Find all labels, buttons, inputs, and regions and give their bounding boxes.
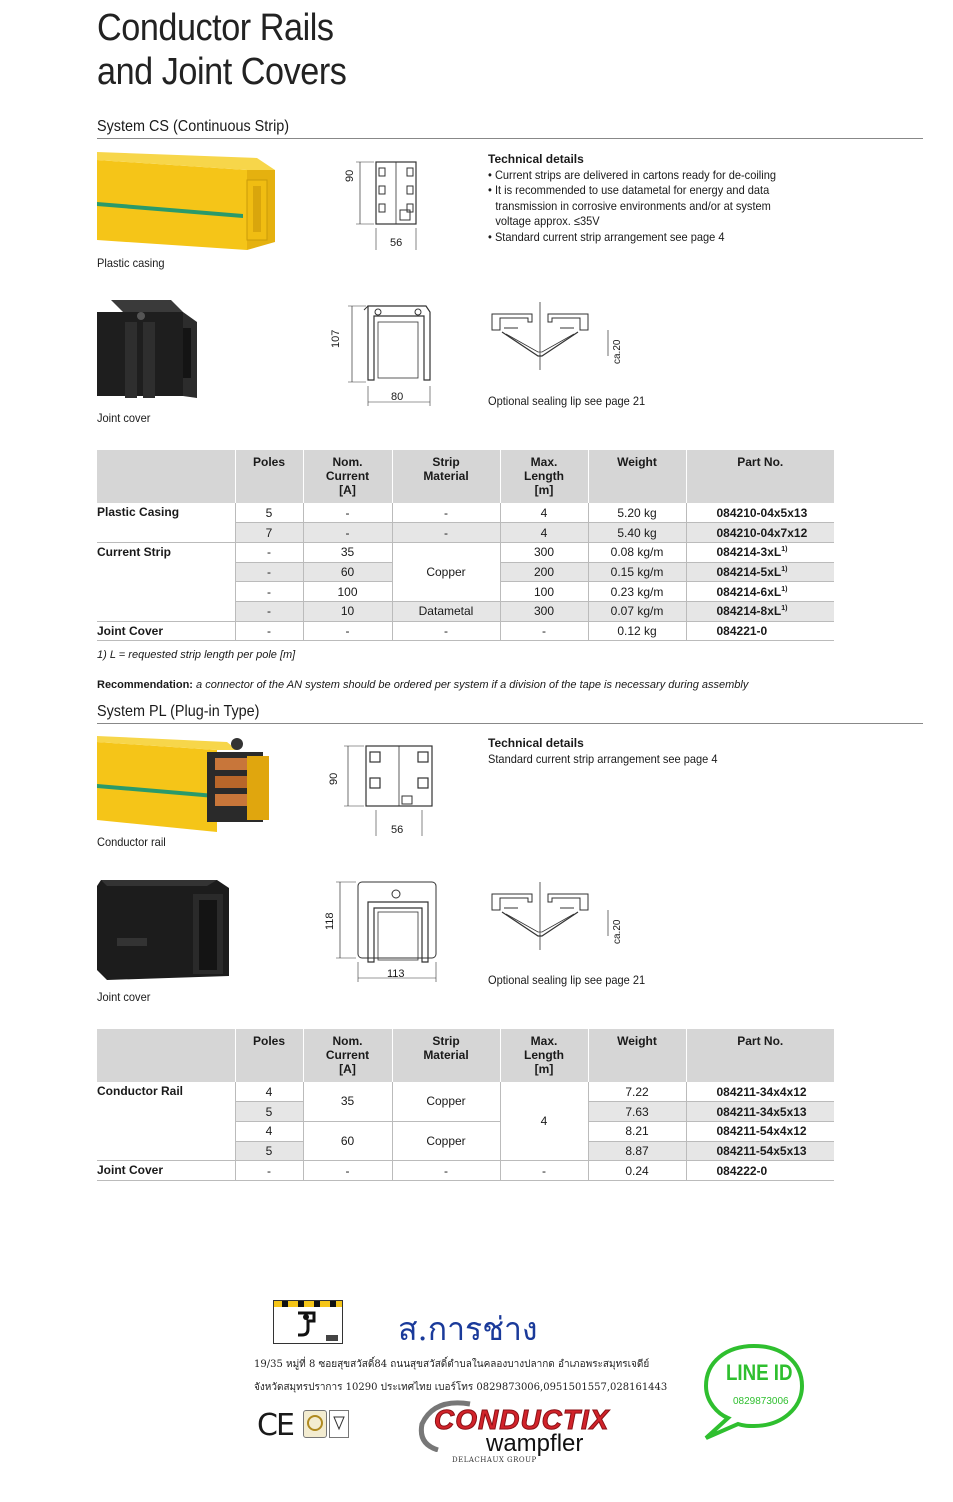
table-row: Joint Cover - - - - 0.24 084222-0: [97, 1161, 834, 1181]
header-weight: Weight: [588, 1029, 686, 1082]
row-label: Plastic Casing: [97, 503, 235, 542]
plastic-casing-photo: [97, 152, 275, 252]
pl-joint-drawing: [330, 878, 440, 984]
company-address-line-2: จังหวัดสมุทรปราการ 10290 ประเทศไทย เบอร์โทร 0829873006,0951501557,028161443: [254, 1382, 668, 1393]
plastic-casing-caption: Plastic casing: [97, 256, 165, 270]
pl-drawing2-width: 113: [387, 968, 405, 980]
row-label: Joint Cover: [97, 1161, 235, 1181]
quality-badge-icon: [329, 1410, 349, 1438]
table-row: 5 8.87 084211-54x5x13: [97, 1141, 834, 1161]
pl-tech-text: Standard current strip arrangement see page 4: [488, 751, 718, 766]
table-row: Current Strip - 35 Copper 300 0.08 kg/m $084214-3xL^{1)}$: [97, 542, 834, 562]
cs-lip-dimension: ca.20: [612, 339, 623, 364]
table-row: - 100 100 0.23 kg/m $084214-6xL^{1)}$: [97, 582, 834, 602]
table-row: - 10 Datametal 300 0.07 kg/m $084214-8xL^{1)}$: [97, 601, 834, 621]
conductor-rail-caption: Conductor rail: [97, 835, 166, 849]
table-row: Plastic Casing 5 - - 4 5.20 kg 084210-04x5x13: [97, 503, 834, 523]
row-label: Joint Cover: [97, 621, 235, 641]
header-strip-material: Strip Material: [392, 1029, 500, 1082]
line-id-title: LINE ID: [726, 1360, 793, 1385]
pl-drawing2-height: 118: [324, 912, 336, 930]
material-copper: Copper: [392, 542, 500, 601]
header-poles: Poles: [235, 450, 303, 503]
system-pl-heading: System PL (Plug-in Type): [97, 703, 923, 724]
page-title: [97, 6, 346, 94]
cs-joint-cover-caption: Joint cover: [97, 411, 151, 425]
cs-technical-details: [488, 152, 818, 245]
header-nom-current: Nom. Current [A]: [303, 450, 392, 503]
footnote: 1) L = requested strip length per pole [m]: [97, 649, 296, 661]
line-chat-bubble-icon: [698, 1342, 808, 1442]
cs-joint-drawing: [338, 298, 438, 408]
conductor-rail-photo: [97, 736, 272, 834]
header-max-length: Max. Length [m]: [500, 450, 588, 503]
table-header-row: [97, 450, 834, 503]
pl-technical-details: [488, 736, 818, 767]
pl-sealing-lip-drawing: [488, 880, 628, 952]
brand-wampfler: wampfler: [486, 1430, 584, 1457]
page-title-line-2: and Joint Covers: [97, 51, 347, 93]
company-name: ส.การช่าง: [398, 1310, 538, 1348]
header-weight: Weight: [588, 450, 686, 503]
pl-tech-heading: Technical details: [488, 736, 584, 750]
recommendation-label: Recommendation:: [97, 679, 193, 691]
page-title-line-1: Conductor Rails: [97, 7, 334, 49]
table-row: Joint Cover - - - - 0.12 kg 084221-0: [97, 621, 834, 641]
table-row: - 60 200 0.15 kg/m $084214-5xL^{1)}$: [97, 562, 834, 582]
recommendation: [97, 679, 748, 691]
pl-joint-cover-caption: Joint cover: [97, 990, 151, 1004]
pl-spec-table: [97, 1029, 834, 1181]
recommendation-text: a connector of the AN system should be ordered per system if a division of the tape is necessary during assembly: [192, 679, 749, 691]
pl-drawing1-height: 90: [328, 772, 340, 785]
table-header-row: [97, 1029, 834, 1082]
pl-drawing1-width: 56: [391, 824, 404, 836]
ce-mark: CE: [257, 1408, 293, 1443]
company-address-line-1: 19/35 หมู่ที่ 8 ซอยสุขสวัสดิ์84 ถนนสุขสวัสดิ์ตำบลในคลองบางปลากด อำเภอพระสมุทรเจดีย์: [254, 1359, 650, 1370]
cs-joint-cover-photo: [97, 298, 197, 406]
system-cs-heading: System CS (Continuous Strip): [97, 118, 923, 139]
header-part-no: Part No.: [686, 450, 834, 503]
header-strip-material: Strip Material: [392, 450, 500, 503]
pl-profile-drawing: [326, 740, 438, 840]
table-row: Conductor Rail 4 35 Copper 4 7.22 084211-34x4x12: [97, 1082, 834, 1102]
cs-spec-table: [97, 450, 834, 641]
pl-lip-dimension: ca.20: [612, 919, 623, 944]
cs-sealing-note: Optional sealing lip see page 21: [488, 394, 646, 408]
header-label: [97, 1029, 235, 1082]
header-label: [97, 450, 235, 503]
table-row: 7 - - 4 5.40 kg 084210-04x7x12: [97, 523, 834, 543]
header-max-length: Max. Length [m]: [500, 1029, 588, 1082]
header-nom-current: Nom. Current [A]: [303, 1029, 392, 1082]
pl-joint-cover-photo: [97, 880, 229, 984]
row-label: Conductor Rail: [97, 1082, 235, 1161]
material-datametal: Datametal: [392, 601, 500, 621]
cs-tech-item: • Current strips are delivered in cartons ready for de-coiling: [488, 168, 782, 184]
cs-drawing2-height: 107: [330, 329, 342, 348]
table-row: 5 7.63 084211-34x5x13: [97, 1102, 834, 1122]
certification-badge-icon: [303, 1410, 327, 1438]
cs-tech-item: • It is recommended to use datametal for energy and data transmission in corrosive environments and/or at system voltage approx. ≤35V: [488, 183, 782, 230]
cs-tech-item: • Standard current strip arrangement see page 4: [488, 230, 782, 246]
cs-drawing1-width: 56: [390, 237, 403, 249]
brand-conductix: CONDUCTIX: [434, 1404, 610, 1435]
line-id-number: 0829873006: [733, 1396, 789, 1407]
row-label: Current Strip: [97, 542, 235, 621]
cs-drawing2-width: 80: [391, 391, 404, 403]
header-poles: Poles: [235, 1029, 303, 1082]
company-logo: [273, 1300, 343, 1344]
cs-drawing1-height: 90: [344, 169, 356, 182]
header-part-no: Part No.: [686, 1029, 834, 1082]
brand-group: DELACHAUX GROUP: [452, 1456, 537, 1464]
cs-tech-heading: Technical details: [488, 152, 584, 166]
table-row: 4 60 Copper 8.21 084211-54x4x12: [97, 1121, 834, 1141]
cs-sealing-lip-drawing: [488, 300, 628, 372]
pl-sealing-note: Optional sealing lip see page 21: [488, 973, 646, 987]
